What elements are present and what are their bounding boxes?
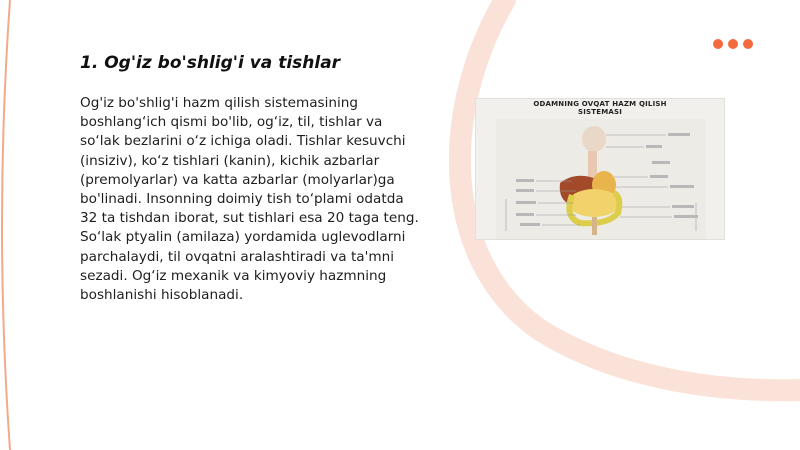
digestive-system-figure (475, 98, 725, 240)
slide-dots (713, 39, 753, 49)
figure-title: ODAMNING OVQAT HAZM QILISH SISTEMASI (533, 100, 667, 116)
slide-title: 1. Og'iz bo'shlig'i va tishlar (80, 53, 341, 73)
dot-icon (713, 39, 723, 49)
dot-icon (743, 39, 753, 49)
dot-icon (728, 39, 738, 49)
digestive-diagram (476, 99, 726, 241)
slide-body-text: Og'iz bo'shlig'i hazm qilish sistemasining boshlang‘ich qismi bo'lib, og‘iz, til, tishlar va so‘lak bezlarini o‘z ichiga oladi. Tishlar kesuvchi (insiziv), ko‘z tishlari (kanin), kichik azbarlar (premolyarlar) va katta azbarlar (molyarlar)ga bo'linadi. Insonning doimiy tish to‘plami odatda 32 ta tishdan iborat, sut tishlari esa 20 taga teng. So‘lak ptyalin (amilaza) yordamida uglevodlarni parchalaydi, til ovqatni aralashtiradi va ta'mni sezadi. Og‘iz mexanik va kimyoviy hazmning boshlanishi hisoblanadi. (80, 95, 419, 304)
